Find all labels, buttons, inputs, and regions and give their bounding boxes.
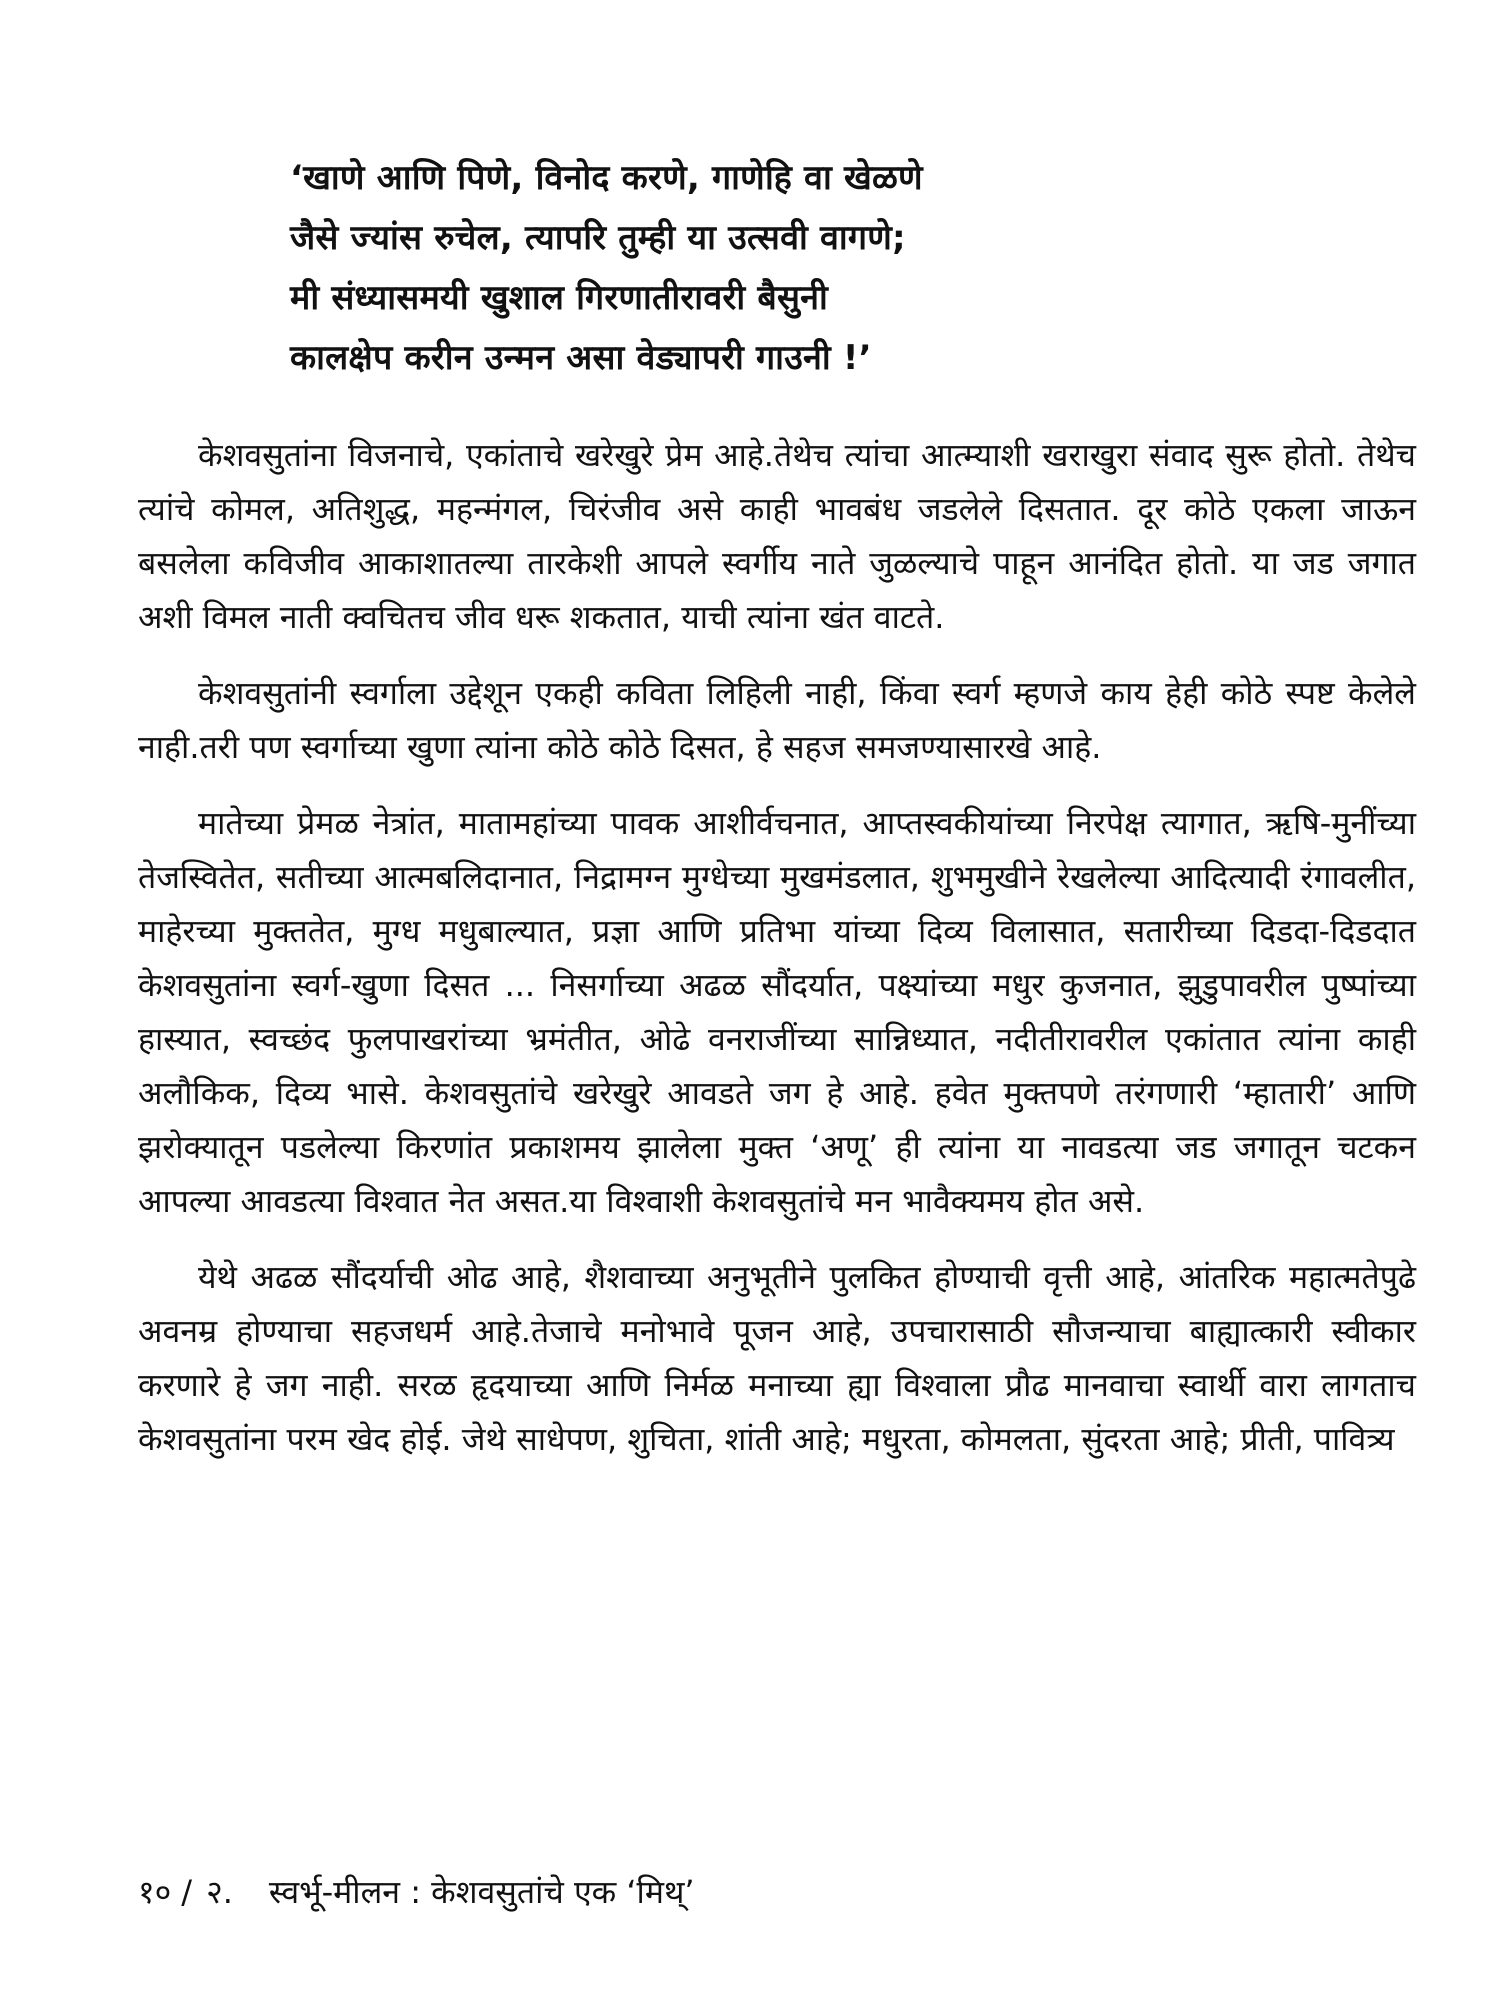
paragraph-2: केशवसुतांनी स्वर्गाला उद्देशून एकही कविता लिहिली नाही, किंवा स्वर्ग म्हणजे काय हेही कोठे स्पष्ट केलेले नाही.तरी पण स्वर्गाच्या खुणा त्यांना कोठे कोठे दिसत, हे सहज समजण्यासारखे आहे. [138,674,1416,766]
body-text [138,428,1416,1488]
verse-line-2: जैसे ज्यांस रुचेल, त्यापरि तुम्ही या उत्सवी वागणे; [290,218,906,258]
verse-line-3: मी संध्यासमयी खुशाल गिरणातीरावरी बैसुनी [290,278,829,318]
verse-line-4: कालक्षेप करीन उन्मन असा वेड्यापरी गाउनी !’ [290,338,872,378]
chapter-number: २. [206,1873,233,1911]
verse-block [290,148,1290,388]
paragraph-4: येथे अढळ सौंदर्याची ओढ आहे, शैशवाच्या अनुभूतीने पुलकित होण्याची वृत्ती आहे, आंतरिक महात्मतेपुढे अवनम्र होण्याचा सहजधर्म आहे.तेजाचे मनोभावे पूजन आहे, उपचारासाठी सौजन्याचा बाह्यात्कारी स्वीकार करणारे हे जग नाही. सरळ हृदयाच्या आणि निर्मळ मनाच्या ह्या विश्वाला प्रौढ मानवाचा स्वार्थी वारा लागताच केशवसुतांना परम खेद होई. जेथे साधेपण, शुचिता, शांती आहे; मधुरता, कोमलता, सुंदरता आहे; प्रीती, पावित्र्य [138,1258,1416,1458]
chapter-title: स्वर्भू-मीलन : केशवसुतांचे एक ‘मिथ्’ [268,1873,695,1911]
verse-line-1: ‘खाणे आणि पिणे, विनोद करणे, गाणेहि वा खेळणे [290,158,923,198]
paragraph-3: मातेच्या प्रेमळ नेत्रांत, मातामहांच्या पावक आशीर्वचनात, आप्तस्वकीयांच्या निरपेक्ष त्यागात, ऋषि-मुनींच्या तेजस्वितेत, सतीच्या आत्मबलिदानात, निद्रामग्न मुग्धेच्या मुखमंडलात, शुभमुखीने रेखलेल्या आदित्यादी रंगावलीत, माहेरच्या मुक्ततेत, मुग्ध मधुबाल्यात, प्रज्ञा आणि प्रतिभा यांच्या दिव्य विलासात, सतारीच्या दिडदा-दिडदात केशवसुतांना स्वर्ग-खुणा दिसत ... निसर्गाच्या अढळ सौंदर्यात, पक्ष्यांच्या मधुर कुजनात, झुडुपावरील पुष्पांच्या हास्यात, स्वच्छंद फुलपाखरांच्या भ्रमंतीत, ओढे वनराजींच्या सान्निध्यात, नदीतीरावरील एकांतात त्यांना काही अलौकिक, दिव्य भासे. केशवसुतांचे खरेखुरे आवडते जग हे आहे. हवेत मुक्तपणे तरंगणारी ‘म्हातारी’ आणि झरोक्यातून पडलेल्या किरणांत प्रकाशमय झालेला मुक्त ‘अणू’ ही त्यांना या नावडत्या जड जगातून चटकन आपल्या आवडत्या विश्वात नेत असत.या विश्वाशी केशवसुतांचे मन भावैक्यमय होत असे. [138,804,1416,1220]
page-footer [138,1872,695,1912]
paragraph-1: केशवसुतांना विजनाचे, एकांताचे खरेखुरे प्रेम आहे.तेथेच त्यांचा आत्म्याशी खराखुरा संवाद सुरू होतो. तेथेच त्यांचे कोमल, अतिशुद्ध, महन्मंगल, चिरंजीव असे काही भावबंध जडलेले दिसतात. दूर कोठे एकला जाऊन बसलेला कविजीव आकाशातल्या तारकेशी आपले स्वर्गीय नाते जुळल्याचे पाहून आनंदित होतो. या जड जगात अशी विमल नाती क्वचितच जीव धरू शकतात, याची त्यांना खंत वाटते. [138,436,1416,636]
page-number: १० [138,1873,172,1911]
footer-separator: / [181,1873,193,1911]
